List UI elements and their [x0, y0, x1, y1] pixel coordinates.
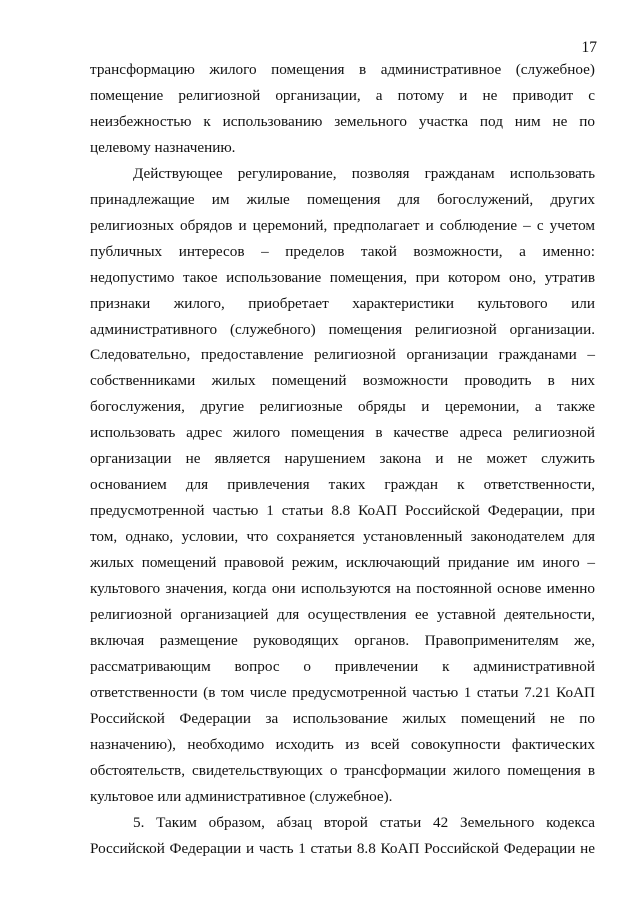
text-line: культовое или административное (служебное). [90, 787, 393, 805]
paragraph [90, 57, 595, 161]
text-line: предусмотренной частью 1 статьи 8.8 КоАП Российской Федерации, при [90, 502, 595, 520]
text-line: целевому назначению. [90, 138, 236, 156]
text-line: религиозной организацией для осуществления ее уставной деятельности, [90, 606, 595, 624]
text-line: недопустимо такое использование помещения, при котором оно, утратив [90, 268, 595, 286]
text-line: Российской Федерации и часть 1 статьи 8.8 КоАП Российской Федерации не [90, 839, 595, 857]
text-line: жилых помещений правовой режим, исключающий придание им иного – [90, 554, 595, 572]
text-line: административного (служебного) помещения религиозной организации. [90, 320, 595, 338]
text-line: неизбежностью к использованию земельного участка под ним не по [90, 112, 595, 130]
text-line: помещение религиозной организации, а потому и не приводит с [90, 86, 595, 104]
text-line: собственниками жилых помещений возможности проводить в них [90, 372, 595, 390]
text-line: использовать адрес жилого помещения в качестве адреса религиозной [90, 424, 595, 442]
text-line: Следовательно, предоставление религиозной организации гражданами – [90, 346, 595, 364]
paragraph [90, 810, 595, 862]
text-line: включая размещение руководящих органов. Правоприменителям же, [90, 631, 595, 649]
text-line: рассматривающим вопрос о привлечении к административной [90, 657, 595, 675]
text-line: принадлежащие им жилые помещения для богослужений, других [90, 190, 595, 208]
text-line: трансформацию жилого помещения в административное (служебное) [90, 61, 595, 78]
text-line: признаки жилого, приобретает характеристики культового или [90, 294, 595, 312]
text-line: культового значения, когда они используются на постоянной основе именно [90, 580, 595, 598]
text-line: основанием для привлечения таких граждан к ответственности, [90, 476, 595, 494]
document-body [90, 57, 595, 862]
text-line: Действующее регулирование, позволяя гражданам использовать [133, 164, 595, 182]
text-line: Российской Федерации за использование жилых помещений не по [90, 709, 595, 727]
text-line: назначению), необходимо исходить из всей совокупности фактических [90, 735, 595, 753]
text-line: 5. Таким образом, абзац второй статьи 42 Земельного кодекса [133, 813, 595, 831]
text-line: обстоятельств, свидетельствующих о трансформации жилого помещения в [90, 761, 595, 779]
text-line: богослужения, другие религиозные обряды и церемонии, а также [90, 398, 595, 416]
text-line: организации не является нарушением закона и не может служить [90, 450, 595, 468]
text-line: публичных интересов – пределов такой возможности, а именно: [90, 242, 595, 260]
page-number: 17 [581, 39, 597, 56]
text-line: том, однако, условии, что сохраняется установленный законодателем для [90, 528, 595, 546]
paragraph [90, 161, 595, 810]
text-line: ответственности (в том числе предусмотренной частью 1 статьи 7.21 КоАП [90, 683, 595, 701]
text-line: религиозных обрядов и церемоний, предполагает и соблюдение – с учетом [90, 216, 595, 234]
